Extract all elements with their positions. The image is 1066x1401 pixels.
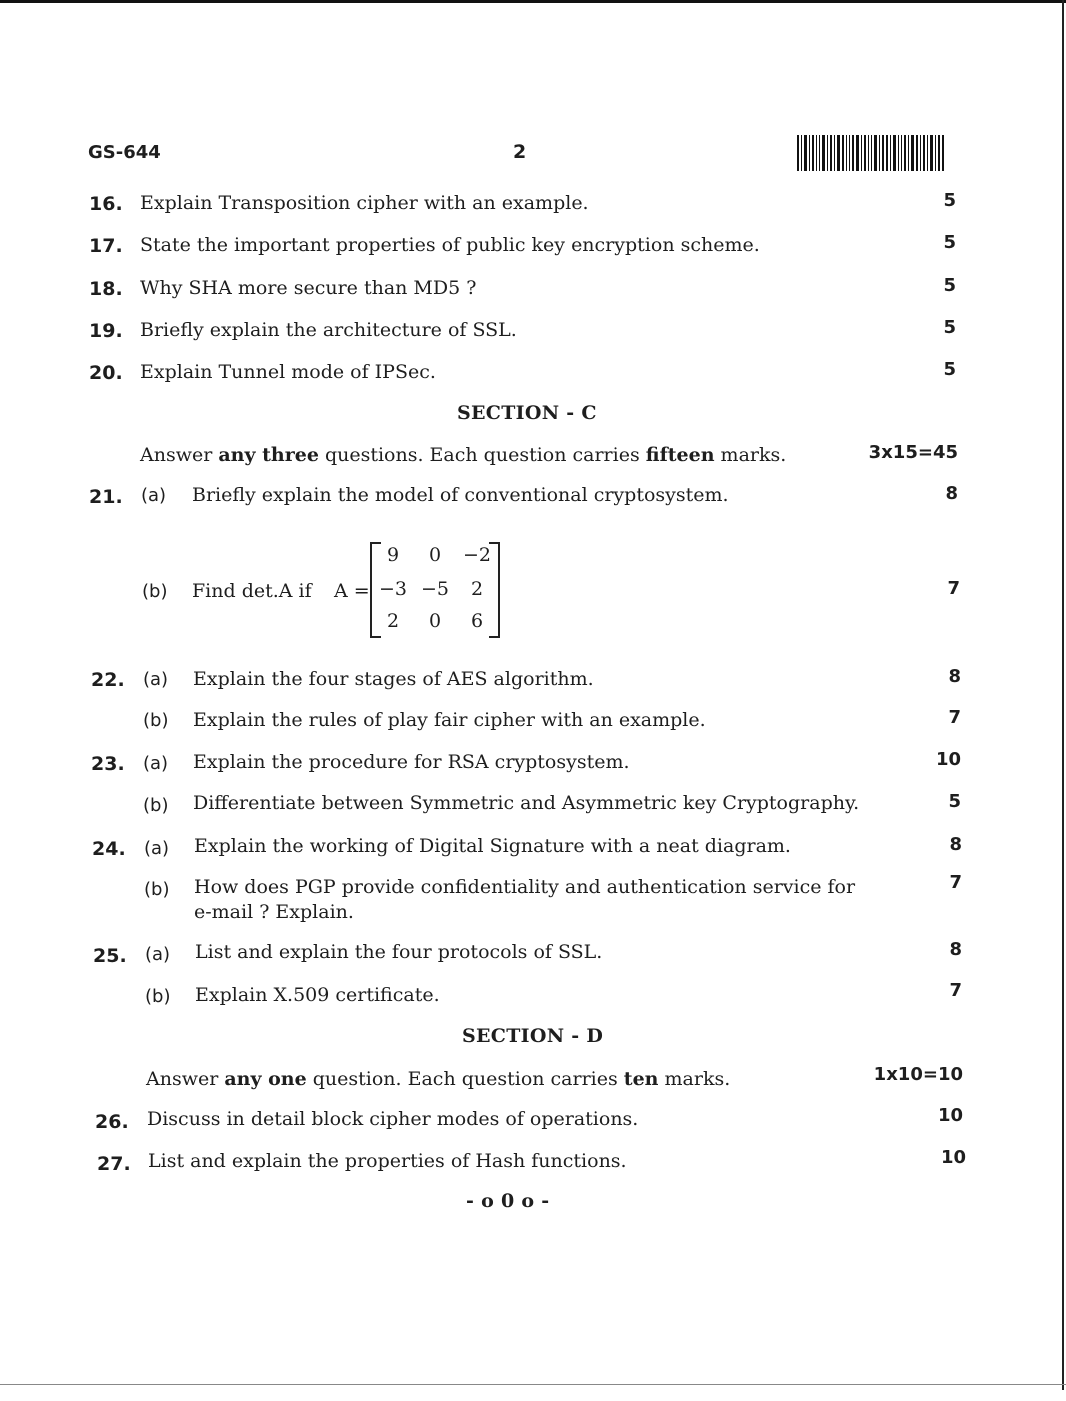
matrix-cell: −5 <box>420 578 449 600</box>
matrix-cell: 2 <box>470 578 484 600</box>
q25a-marks: 8 <box>949 939 962 960</box>
section-c-total: 3x15=45 <box>868 442 958 463</box>
q24b-label: (b) <box>144 879 170 900</box>
q21b-text: Find det.A if <box>192 580 312 602</box>
q17-marks: 5 <box>943 232 956 253</box>
q21a-label: (a) <box>141 485 167 506</box>
q26-marks: 10 <box>937 1105 963 1126</box>
section-d-instructions: Answer any one question. Each question carries ten marks. <box>146 1068 731 1090</box>
q16-number: 16. <box>89 193 123 215</box>
q23a-text: Explain the procedure for RSA cryptosystem. <box>193 751 630 773</box>
q21b-marks: 7 <box>947 578 960 599</box>
q21a-marks: 8 <box>945 483 958 504</box>
q22a-label: (a) <box>143 669 169 690</box>
q22a-marks: 8 <box>948 666 961 687</box>
matrix-cell: 9 <box>386 544 400 566</box>
matrix-a <box>370 538 500 634</box>
q23a-marks: 10 <box>935 749 961 770</box>
q18-text: Why SHA more secure than MD5 ? <box>140 277 477 299</box>
q24a-marks: 8 <box>949 834 962 855</box>
paper-code: GS-644 <box>88 142 161 163</box>
page-bottom-edge <box>0 1384 1066 1385</box>
q22b-marks: 7 <box>948 707 961 728</box>
barcode <box>797 135 957 171</box>
q24b-marks: 7 <box>949 872 962 893</box>
q23-number: 23. <box>91 753 125 775</box>
q24b-text-line2: e-mail ? Explain. <box>194 901 354 923</box>
q21-number: 21. <box>89 486 123 508</box>
q19-marks: 5 <box>943 317 956 338</box>
q24a-label: (a) <box>144 838 170 859</box>
page-right-edge <box>1062 0 1064 1390</box>
matrix-cell: 0 <box>428 610 442 632</box>
q26-number: 26. <box>95 1111 129 1133</box>
q22b-text: Explain the rules of play fair cipher with an example. <box>193 709 706 731</box>
section-c-title: SECTION - C <box>457 402 597 424</box>
q18-marks: 5 <box>943 275 956 296</box>
q23b-label: (b) <box>143 795 169 816</box>
q21b-label: (b) <box>142 581 168 602</box>
matrix-cell: 6 <box>470 610 484 632</box>
q24a-text: Explain the working of Digital Signature with a neat diagram. <box>194 835 791 857</box>
q22a-text: Explain the four stages of AES algorithm. <box>193 668 594 690</box>
q21b-lhs: A = <box>334 580 370 602</box>
end-of-paper-mark: - o 0 o - <box>466 1190 550 1212</box>
q17-text: State the important properties of public key encryption scheme. <box>140 234 760 256</box>
section-d-title: SECTION - D <box>462 1025 604 1047</box>
q22-number: 22. <box>91 669 125 691</box>
q19-text: Briefly explain the architecture of SSL. <box>140 319 517 341</box>
q20-text: Explain Tunnel mode of IPSec. <box>140 361 436 383</box>
q17-number: 17. <box>89 235 123 257</box>
section-d-total: 1x10=10 <box>873 1064 963 1085</box>
q25b-text: Explain X.509 certificate. <box>195 984 440 1006</box>
page-top-edge <box>0 0 1066 3</box>
matrix-cell: −3 <box>378 578 407 600</box>
q23b-text: Differentiate between Symmetric and Asymmetric key Cryptography. <box>193 792 860 814</box>
q25a-text: List and explain the four protocols of SSL. <box>195 941 603 963</box>
q25-number: 25. <box>93 945 127 967</box>
q25b-marks: 7 <box>949 980 962 1001</box>
q19-number: 19. <box>89 320 123 342</box>
q27-number: 27. <box>97 1153 131 1175</box>
q25a-label: (a) <box>145 944 171 965</box>
q27-text: List and explain the properties of Hash functions. <box>148 1150 627 1172</box>
q25b-label: (b) <box>145 986 171 1007</box>
matrix-cell: 0 <box>428 544 442 566</box>
q16-marks: 5 <box>943 190 956 211</box>
q23a-label: (a) <box>143 753 169 774</box>
section-c-instructions: Answer any three questions. Each question carries fifteen marks. <box>140 444 787 466</box>
matrix-cell: −2 <box>462 544 491 566</box>
q18-number: 18. <box>89 278 123 300</box>
matrix-cell: 2 <box>386 610 400 632</box>
page-number: 2 <box>513 141 527 163</box>
q23b-marks: 5 <box>948 791 961 812</box>
q20-marks: 5 <box>943 359 956 380</box>
q20-number: 20. <box>89 362 123 384</box>
q27-marks: 10 <box>940 1147 966 1168</box>
q22b-label: (b) <box>143 710 169 731</box>
q26-text: Discuss in detail block cipher modes of operations. <box>147 1108 639 1130</box>
q24b-text-line1: How does PGP provide confidentiality and authentication service for <box>194 876 856 898</box>
q24-number: 24. <box>92 838 126 860</box>
q16-text: Explain Transposition cipher with an example. <box>140 192 589 214</box>
q21a-text: Briefly explain the model of conventional cryptosystem. <box>192 484 729 506</box>
